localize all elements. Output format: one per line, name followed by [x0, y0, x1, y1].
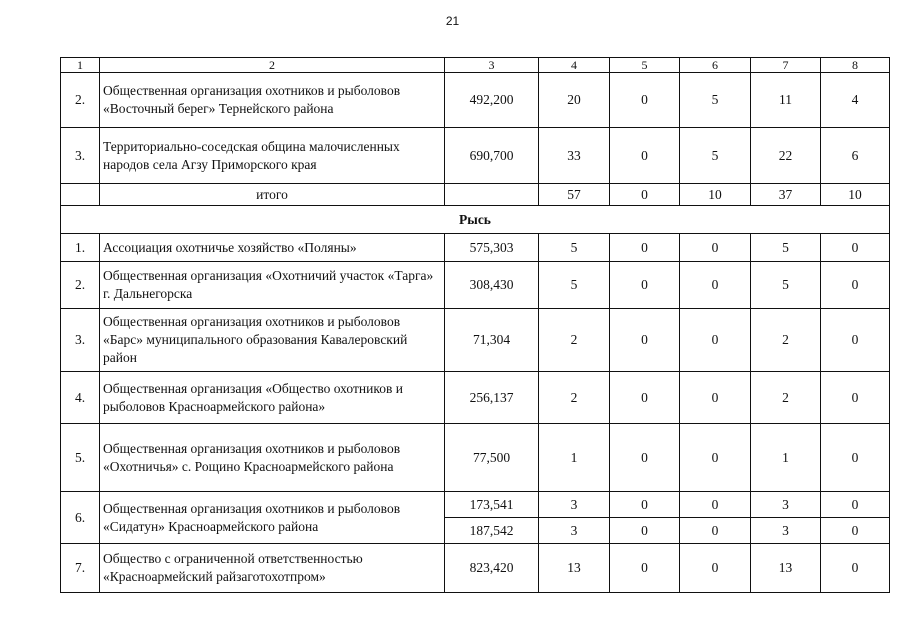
cell-value: 5 — [751, 234, 821, 262]
cell-value: 0 — [680, 544, 751, 593]
cell-value: 0 — [821, 372, 890, 424]
cell-value: 0 — [821, 492, 890, 518]
area-value: 256,137 — [445, 372, 539, 424]
cell-value: 20 — [539, 73, 610, 128]
cell-value: 5 — [680, 73, 751, 128]
cell-value: 33 — [539, 128, 610, 184]
cell-value: 1 — [751, 424, 821, 492]
cell-value: 1 — [539, 424, 610, 492]
area-value: 308,430 — [445, 262, 539, 309]
cell-value: 5 — [539, 234, 610, 262]
total-value: 37 — [751, 184, 821, 206]
organization-name: Общественная организация охотников и рыболовов «Сидатун» Красноармейского района — [100, 492, 445, 544]
cell-value: 0 — [821, 424, 890, 492]
row-number: 4. — [61, 372, 100, 424]
column-number-row — [61, 58, 890, 73]
total-value: 0 — [610, 184, 680, 206]
cell-value: 4 — [821, 73, 890, 128]
cell-value: 0 — [821, 309, 890, 372]
column-header: 1 — [61, 58, 100, 73]
cell-value: 2 — [539, 372, 610, 424]
column-header: 3 — [445, 58, 539, 73]
column-header: 7 — [751, 58, 821, 73]
column-header: 2 — [100, 58, 445, 73]
cell-value: 0 — [610, 372, 680, 424]
area-value: 71,304 — [445, 309, 539, 372]
row-number: 3. — [61, 309, 100, 372]
area-value: 77,500 — [445, 424, 539, 492]
row-number: 2. — [61, 262, 100, 309]
total-value: 10 — [680, 184, 751, 206]
table-row — [61, 128, 890, 184]
row-number: 7. — [61, 544, 100, 593]
organization-name: Общественная организация «Общество охотников и рыболовов Красноармейского района» — [100, 372, 445, 424]
table-row — [61, 262, 890, 309]
total-value: 10 — [821, 184, 890, 206]
table-row — [61, 424, 890, 492]
cell-value: 5 — [680, 128, 751, 184]
cell-value: 0 — [610, 128, 680, 184]
cell-value: 3 — [539, 518, 610, 544]
cell-value: 0 — [821, 262, 890, 309]
column-header: 5 — [610, 58, 680, 73]
cell-value: 0 — [680, 262, 751, 309]
table-row — [61, 73, 890, 128]
cell-value: 0 — [680, 518, 751, 544]
area-value: 575,303 — [445, 234, 539, 262]
cell-value: 3 — [539, 492, 610, 518]
organization-name: Общество с ограниченной ответственностью «Красноармейский райзаготохотпром» — [100, 544, 445, 593]
cell-value: 3 — [751, 492, 821, 518]
total-row — [61, 184, 890, 206]
cell-value: 2 — [539, 309, 610, 372]
cell-value: 2 — [751, 309, 821, 372]
table-row — [61, 234, 890, 262]
cell-value: 0 — [821, 544, 890, 593]
total-value: 57 — [539, 184, 610, 206]
cell-value: 0 — [610, 492, 680, 518]
organization-name: Общественная организация «Охотничий участок «Тарга» г. Дальнегорска — [100, 262, 445, 309]
table-row — [61, 544, 890, 593]
page-number: 21 — [445, 14, 460, 28]
section-title: Рысь — [61, 206, 890, 234]
row-number: 3. — [61, 128, 100, 184]
organization-name: Общественная организация охотников и рыболовов «Восточный берег» Тернейского района — [100, 73, 445, 128]
section-header-row — [61, 206, 890, 234]
cell-value: 0 — [610, 73, 680, 128]
cell-value: 13 — [751, 544, 821, 593]
cell-value: 2 — [751, 372, 821, 424]
cell-value: 22 — [751, 128, 821, 184]
cell-value: 0 — [680, 424, 751, 492]
cell-value: 0 — [680, 372, 751, 424]
cell-value: 0 — [680, 492, 751, 518]
cell-value: 5 — [539, 262, 610, 309]
cell-value: 0 — [680, 309, 751, 372]
cell-value: 6 — [821, 128, 890, 184]
column-header: 6 — [680, 58, 751, 73]
table-row — [61, 492, 890, 518]
row-number: 5. — [61, 424, 100, 492]
cell-value: 0 — [610, 518, 680, 544]
column-header: 4 — [539, 58, 610, 73]
area-value: 690,700 — [445, 128, 539, 184]
organization-name: Ассоциация охотничье хозяйство «Поляны» — [100, 234, 445, 262]
cell-value: 0 — [610, 262, 680, 309]
organization-name: Территориально-соседская община малочисленных народов села Агзу Приморского края — [100, 128, 445, 184]
total-label: итого — [100, 184, 445, 206]
cell-value: 0 — [610, 234, 680, 262]
cell-value: 0 — [610, 544, 680, 593]
row-number: 2. — [61, 73, 100, 128]
cell-value: 0 — [821, 518, 890, 544]
cell-value: 11 — [751, 73, 821, 128]
row-number: 1. — [61, 234, 100, 262]
row-number: 6. — [61, 492, 100, 544]
area-value: 173,541 — [445, 492, 539, 518]
organization-name: Общественная организация охотников и рыболовов «Барс» муниципального образования Кавалеровский район — [100, 309, 445, 372]
organization-name: Общественная организация охотников и рыболовов «Охотничья» с. Рощино Красноармейского района — [100, 424, 445, 492]
cell-value: 0 — [821, 234, 890, 262]
area-value: 492,200 — [445, 73, 539, 128]
table-row — [61, 309, 890, 372]
table-row — [61, 372, 890, 424]
column-header: 8 — [821, 58, 890, 73]
cell-value: 13 — [539, 544, 610, 593]
area-value: 187,542 — [445, 518, 539, 544]
cell-value: 0 — [610, 424, 680, 492]
cell-value: 3 — [751, 518, 821, 544]
cell-value: 0 — [680, 234, 751, 262]
cell-value: 5 — [751, 262, 821, 309]
hunting-quota-table — [60, 57, 890, 593]
cell-value: 0 — [610, 309, 680, 372]
area-value: 823,420 — [445, 544, 539, 593]
